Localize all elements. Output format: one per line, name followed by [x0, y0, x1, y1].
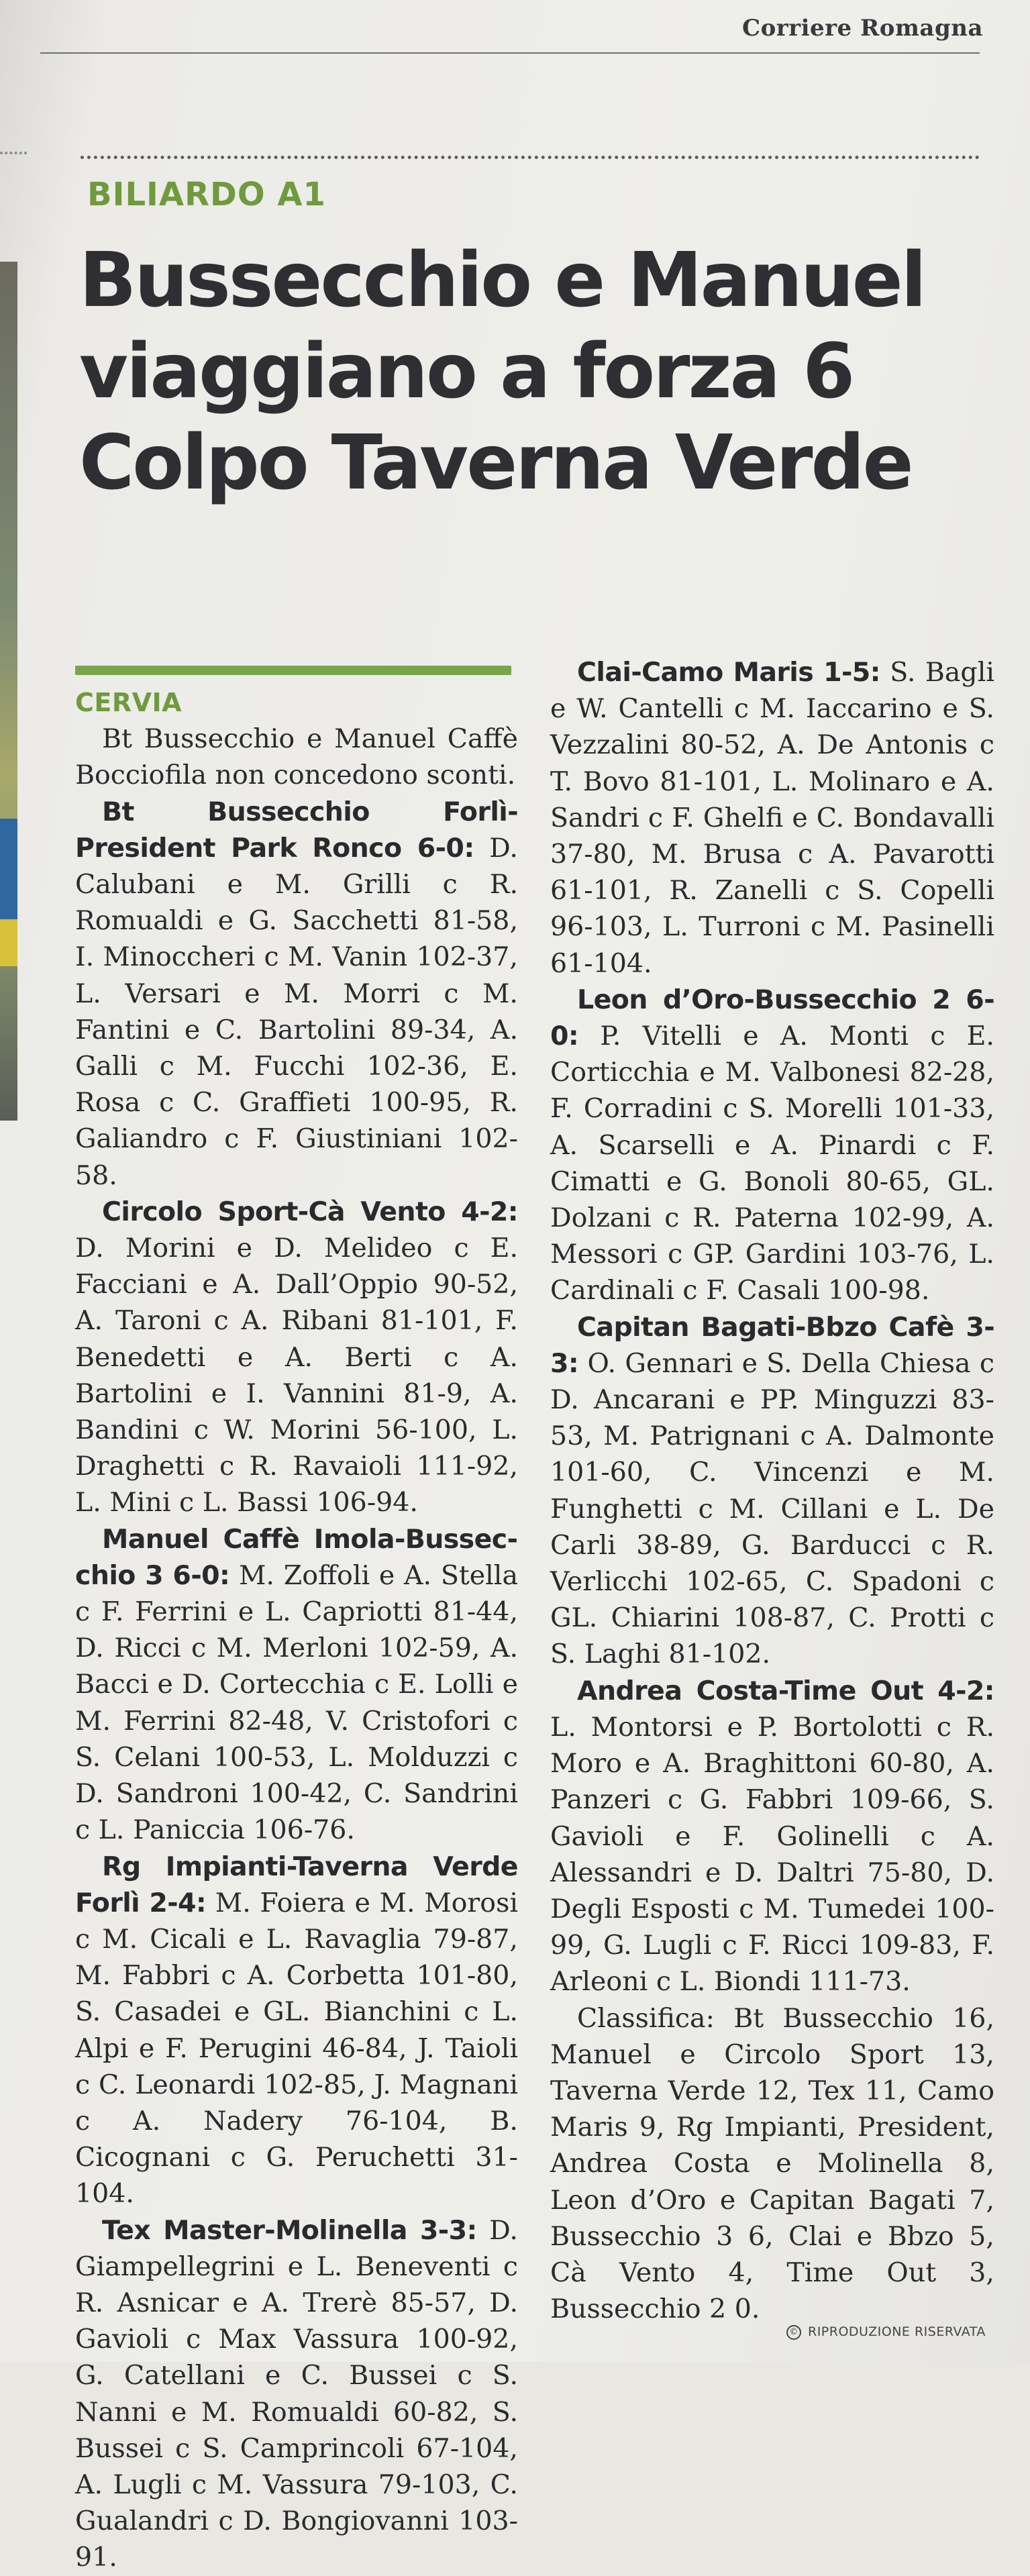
match-title: Leon d’Oro-Bussecchio 2 6-0: — [550, 984, 994, 1052]
headline-line: Colpo Taverna Verde — [79, 419, 912, 507]
credit-text: RIPRODUZIONE RISERVATA — [808, 2324, 986, 2339]
headline — [79, 235, 1005, 509]
match-title: Manuel Caffè Imola-Bussecchio 3 6-0: — [75, 1523, 518, 1591]
match-title: Clai-Camo Maris 1-5: — [577, 657, 880, 688]
match-result — [75, 1849, 518, 2212]
green-rule — [75, 666, 511, 675]
article-column-2 — [550, 654, 994, 2327]
copyright-credit — [786, 2324, 986, 2340]
dotted-rule — [81, 156, 980, 159]
headline-line: viaggiano a forza 6 — [79, 328, 854, 415]
match-details: S. Bagli e W. Cantelli c M. Iaccarino e S. Vezzalini 80-52, A. De Antonis c T. Bovo 81-101, L. Molinaro e A. Sandri c F. Ghelfi e C. Bondavalli 37-80, M. Brusa c A. Pavarotti 61-101, R. Zanelli c S. Copelli 96-103, L. Turroni c M. Pasinelli 61-104. — [550, 657, 994, 979]
standings-paragraph: Classifica: Bt Bussecchio 16, Manuel e Circolo Sport 13, Taverna Verde 12, Tex 11, Camo Maris 9, Rg Impianti, President, Andrea Costa e Molinella 8, Leon d’Oro e Capitan Bagati 7, Bussecchio 3 6, Clai e Bbzo 5, Cà Vento 4, Time Out 3, Bussecchio 2 0. — [550, 2002, 994, 2325]
photo-blue-area — [0, 819, 17, 919]
match-details: M. Zoffoli e A. Stella c F. Ferrini e L. Capriotti 81-44, D. Ricci c M. Merloni 102-59, A. Bacci e D. Cortecchia c E. Lolli e M. Ferrini 82-48, V. Cristofori c S. Celani 100-53, L. Molduzzi c D. Sandroni 100-42, C. Sandrini c L. Paniccia 106-76. — [75, 1559, 518, 1846]
article-column-1 — [75, 684, 518, 2576]
match-result — [550, 654, 994, 982]
photo-yellow-area — [0, 919, 17, 966]
match-details: O. Gennari e S. Della Chiesa c D. Ancarani e PP. Minguzzi 83-53, M. Patrignani c A. Dalmonte 101-60, C. Vincenzi e M. Funghetti c M. Cillani e L. De Carli 38-89, G. Barducci c R. Verlicchi 102-65, C. Spadoni c GL. Chiarini 108-87, C. Protti c S. Laghi 81-102. — [550, 1347, 994, 1670]
match-result — [550, 982, 994, 1309]
dateline: CERVIA — [75, 688, 183, 717]
match-title: Rg Impianti-Taverna Verde Forlì 2-4: — [75, 1851, 518, 1918]
dotted-rule-left — [0, 152, 27, 154]
match-result — [550, 1309, 994, 1673]
match-title: Circolo Sport-Cà Vento 4-2: — [102, 1196, 518, 1227]
match-details: D. Morini e D. Melideo c E. Facciani e A. Dall’Oppio 90-52, A. Taroni c A. Ribani 81-101, F. Benedetti e A. Berti c A. Bartolini e I. Vannini 81-9, A. Bandini c W. Morini 56-100, L. Draghetti c R. Ravaioli 111-92, L. Mini c L. Bassi 106-94. — [75, 1233, 518, 1518]
copyright-icon: © — [786, 2325, 801, 2340]
masthead: Corriere Romagna — [742, 15, 983, 42]
match-title: Tex Master-Molinella 3-3: — [102, 2214, 477, 2246]
section-kicker: BILIARDO A1 — [87, 176, 326, 213]
match-details: M. Foiera e M. Morosi c M. Cicali e L. Ravaglia 79-87, M. Fabbri c A. Corbetta 101-80, S. Casadei e GL. Bianchini c L. Alpi e F. Perugini 46-84, J. Taioli c C. Leonardi 102-85, J. Magnani c A. Nadery 76-104, B. Cicognani c G. Peruchetti 31-104. — [75, 1887, 518, 2210]
match-result — [75, 2212, 518, 2576]
match-result — [550, 1673, 994, 2000]
match-details: L. Montorsi e P. Bortolotti c R. Moro e A. Braghittoni 60-80, A. Panzeri c G. Fabbri 109-66, S. Gavioli e F. Golinelli c A. Alessandri e D. Daltri 75-80, D. Degli Esposti c M. Tumedei 100-99, G. Lugli c F. Ricci 109-83, F. Arleoni c L. Biondi 111-73. — [550, 1711, 994, 1998]
adjacent-photo-edge — [0, 262, 17, 1121]
match-result — [75, 1194, 518, 1521]
match-result — [75, 1521, 518, 1849]
match-title: Bt Bussecchio Forlì-President Park Ronco 6-0: — [75, 796, 518, 864]
match-details: D. Calubani e M. Grilli c R. Romualdi e G. Sacchetti 81-58, I. Minoccheri c M. Vanin 102-37, L. Versari e M. Morri c M. Fantini e C. Bartolini 89-34, A. Galli c M. Fucchi 102-36, E. Rosa c C. Graffieti 100-95, R. Galiandro c F. Giustiniani 102-58. — [75, 832, 518, 1191]
masthead-rule — [40, 52, 980, 54]
match-details: P. Vitelli e A. Monti c E. Corticchia e M. Valbonesi 82-28, F. Corradini c S. Morelli 101-33, A. Scarselli e A. Pinardi c F. Cimatti e G. Bonoli 80-65, GL. Dolzani c R. Paterna 102-99, A. Messori c GP. Gardini 103-76, L. Cardinali c F. Casali 100-98. — [550, 1021, 994, 1306]
match-details: D. Giampellegrini e L. Beneventi c R. Asnicar e A. Trerè 85-57, D. Gavioli c Max Vassura 100-92, G. Catellani e C. Bussei c S. Nanni e M. Romualdi 60-82, S. Bussei c S. Camprincoli 67-104, A. Lugli c M. Vassura 79-103, C. Gualandri c D. Bongiovanni 103-91. — [75, 2214, 518, 2573]
match-result — [75, 794, 518, 1194]
lead-paragraph: Bt Bussecchio e Manuel Caffè Bocciofila non concedono sconti. — [75, 723, 518, 791]
match-title: Capitan Bagati-Bbzo Cafè 3-3: — [550, 1311, 994, 1379]
headline-line: Bussecchio e Manuel — [79, 237, 925, 324]
match-title: Andrea Costa-Time Out 4-2: — [577, 1675, 994, 1706]
